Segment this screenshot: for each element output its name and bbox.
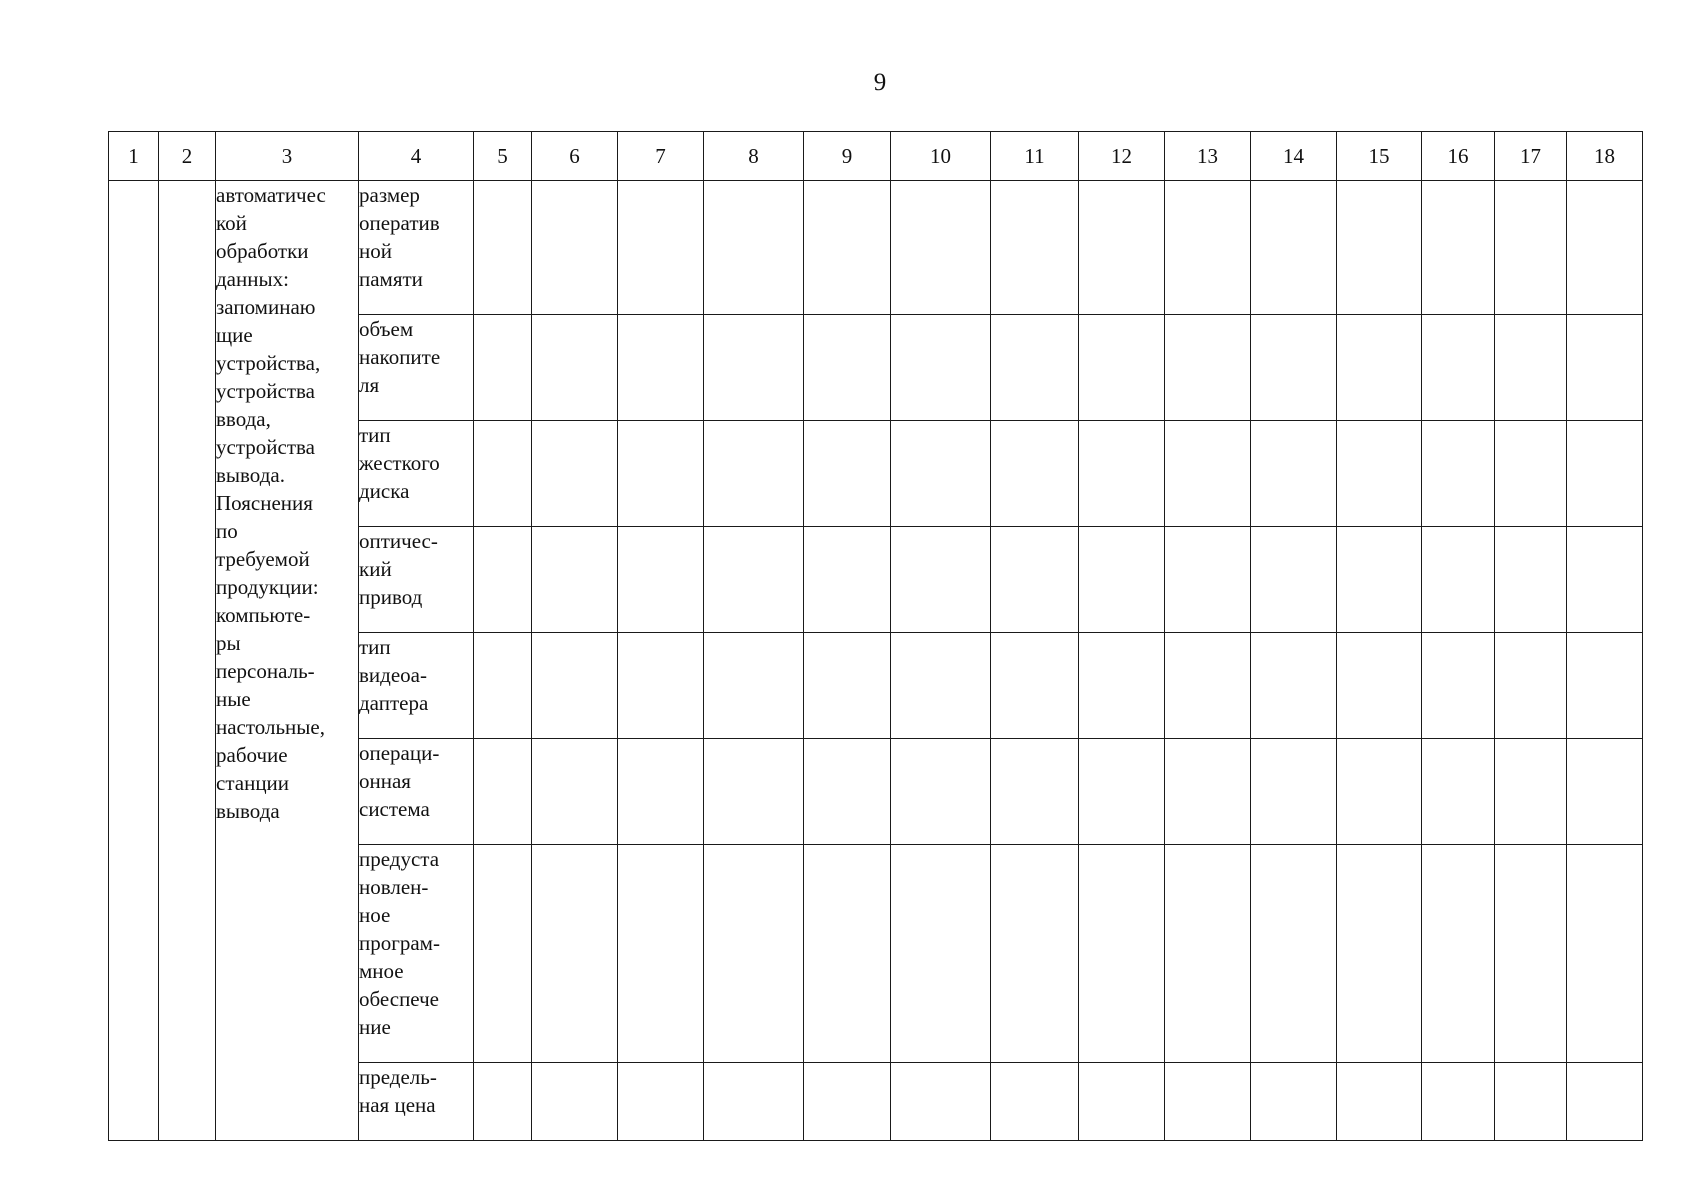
column-number: 13 [1165, 132, 1251, 181]
empty-cell [1165, 315, 1251, 421]
column-number: 8 [704, 132, 804, 181]
empty-cell [1251, 633, 1337, 739]
empty-cell [1422, 315, 1495, 421]
empty-cell [1337, 1063, 1422, 1141]
requirements-table [108, 131, 1643, 1141]
empty-cell [1079, 527, 1165, 633]
page-number: 9 [873, 69, 887, 96]
empty-cell [1495, 1063, 1567, 1141]
empty-cell [1165, 1063, 1251, 1141]
characteristic-cell: тип жесткого диска [359, 421, 474, 527]
empty-cell [991, 421, 1079, 527]
empty-cell [1567, 633, 1643, 739]
empty-cell [1079, 315, 1165, 421]
column-number: 3 [216, 132, 359, 181]
characteristic-cell: оптичес- кий привод [359, 527, 474, 633]
column-number: 2 [159, 132, 216, 181]
empty-cell [1495, 739, 1567, 845]
empty-cell [1251, 315, 1337, 421]
empty-cell [891, 315, 991, 421]
empty-cell [1567, 181, 1643, 315]
empty-cell [891, 739, 991, 845]
empty-cell [1567, 845, 1643, 1063]
characteristic-cell: объем накопите ля [359, 315, 474, 421]
empty-cell [618, 1063, 704, 1141]
empty-cell [1495, 845, 1567, 1063]
empty-cell [1251, 527, 1337, 633]
empty-cell [1079, 845, 1165, 1063]
column-number: 4 [359, 132, 474, 181]
empty-cell [618, 527, 704, 633]
characteristic-cell: операци- онная система [359, 739, 474, 845]
empty-cell [804, 845, 891, 1063]
empty-cell [804, 739, 891, 845]
empty-cell [704, 1063, 804, 1141]
empty-cell [618, 315, 704, 421]
empty-cell [1567, 1063, 1643, 1141]
empty-cell [159, 181, 216, 1141]
column-number: 1 [109, 132, 159, 181]
empty-cell [991, 739, 1079, 845]
empty-cell [891, 633, 991, 739]
empty-cell [1495, 527, 1567, 633]
empty-cell [618, 633, 704, 739]
empty-cell [704, 739, 804, 845]
column-number: 17 [1495, 132, 1567, 181]
empty-cell [1165, 181, 1251, 315]
empty-cell [1251, 739, 1337, 845]
empty-cell [704, 181, 804, 315]
column-number: 6 [532, 132, 618, 181]
empty-cell [804, 1063, 891, 1141]
empty-cell [474, 421, 532, 527]
empty-cell [532, 739, 618, 845]
empty-cell [1422, 181, 1495, 315]
column-number: 18 [1567, 132, 1643, 181]
empty-cell [1495, 181, 1567, 315]
column-number: 15 [1337, 132, 1422, 181]
empty-cell [891, 527, 991, 633]
empty-cell [1251, 1063, 1337, 1141]
empty-cell [704, 527, 804, 633]
empty-cell [474, 633, 532, 739]
empty-cell [704, 845, 804, 1063]
empty-cell [474, 315, 532, 421]
empty-cell [804, 181, 891, 315]
product-description-cell: автоматичес кой обработки данных: запоминаю щие устройства, устройства ввода, устройства вывода. Пояснения по требуемой продукции: компьюте- ры персональ- ные настольные, рабочие станции вывода [216, 181, 359, 1141]
empty-cell [1495, 633, 1567, 739]
empty-cell [1337, 739, 1422, 845]
table-row [109, 181, 1643, 315]
empty-cell [891, 845, 991, 1063]
empty-cell [532, 315, 618, 421]
empty-cell [1165, 739, 1251, 845]
empty-cell [1337, 181, 1422, 315]
empty-cell [1251, 845, 1337, 1063]
empty-cell [474, 845, 532, 1063]
empty-cell [1337, 315, 1422, 421]
empty-cell [1251, 181, 1337, 315]
empty-cell [532, 527, 618, 633]
characteristic-cell: предель- ная цена [359, 1063, 474, 1141]
characteristic-cell: размер оператив ной памяти [359, 181, 474, 315]
column-number: 10 [891, 132, 991, 181]
column-number: 14 [1251, 132, 1337, 181]
empty-cell [1337, 527, 1422, 633]
column-number: 16 [1422, 132, 1495, 181]
empty-cell [891, 1063, 991, 1141]
empty-cell [1422, 633, 1495, 739]
column-number: 5 [474, 132, 532, 181]
empty-cell [804, 527, 891, 633]
empty-cell [1422, 421, 1495, 527]
empty-cell [991, 1063, 1079, 1141]
empty-cell [532, 421, 618, 527]
empty-cell [474, 1063, 532, 1141]
empty-cell [474, 739, 532, 845]
column-number: 12 [1079, 132, 1165, 181]
empty-cell [891, 421, 991, 527]
empty-cell [1567, 421, 1643, 527]
empty-cell [1337, 633, 1422, 739]
empty-cell [1422, 739, 1495, 845]
empty-cell [618, 421, 704, 527]
empty-cell [532, 181, 618, 315]
empty-cell [991, 845, 1079, 1063]
empty-cell [991, 527, 1079, 633]
column-number: 9 [804, 132, 891, 181]
empty-cell [1165, 845, 1251, 1063]
empty-cell [1422, 527, 1495, 633]
column-number-row [109, 132, 1643, 181]
column-number: 7 [618, 132, 704, 181]
characteristic-cell: тип видеоа- даптера [359, 633, 474, 739]
empty-cell [618, 181, 704, 315]
empty-cell [1165, 633, 1251, 739]
empty-cell [804, 633, 891, 739]
empty-cell [474, 527, 532, 633]
empty-cell [991, 315, 1079, 421]
empty-cell [618, 845, 704, 1063]
empty-cell [1567, 527, 1643, 633]
empty-cell [804, 315, 891, 421]
empty-cell [704, 315, 804, 421]
empty-cell [704, 633, 804, 739]
empty-cell [1079, 739, 1165, 845]
empty-cell [474, 181, 532, 315]
empty-cell [1251, 421, 1337, 527]
column-number: 11 [991, 132, 1079, 181]
empty-cell [532, 633, 618, 739]
empty-cell [1079, 1063, 1165, 1141]
empty-cell [1165, 527, 1251, 633]
empty-cell [1495, 421, 1567, 527]
empty-cell [1079, 633, 1165, 739]
empty-cell [991, 633, 1079, 739]
empty-cell [1495, 315, 1567, 421]
characteristic-cell: предуста новлен- ное програм- мное обеспече ние [359, 845, 474, 1063]
empty-cell [991, 181, 1079, 315]
empty-cell [1337, 845, 1422, 1063]
empty-cell [804, 421, 891, 527]
empty-cell [532, 1063, 618, 1141]
empty-cell [109, 181, 159, 1141]
empty-cell [532, 845, 618, 1063]
empty-cell [1567, 315, 1643, 421]
empty-cell [618, 739, 704, 845]
empty-cell [1567, 739, 1643, 845]
empty-cell [1422, 845, 1495, 1063]
empty-cell [891, 181, 991, 315]
empty-cell [1165, 421, 1251, 527]
empty-cell [1337, 421, 1422, 527]
empty-cell [1079, 181, 1165, 315]
empty-cell [704, 421, 804, 527]
empty-cell [1079, 421, 1165, 527]
empty-cell [1422, 1063, 1495, 1141]
